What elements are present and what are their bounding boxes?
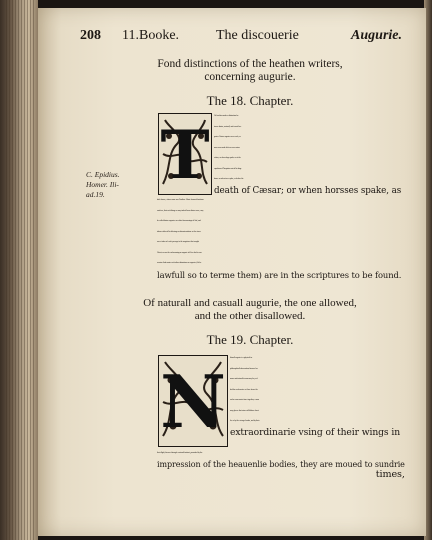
chapter19-title [120, 297, 380, 323]
text-line: twene diuine, naturall, and casuall au- [214, 126, 242, 128]
book-title: The discouerie [216, 28, 299, 43]
margin-note-line: ad.19. [86, 190, 105, 199]
text-line: be called diuine auguries; or rather forewarnings of God, and [157, 221, 201, 222]
decorated-initial-t [158, 113, 212, 195]
text-line: death of Cæsar; or when horsses spake, as [214, 185, 402, 196]
chapter18-title-line: concerning augurie. [204, 71, 296, 83]
text-line: mane and naturall reason may be yeel- [230, 379, 258, 380]
book-label: 11.Booke. [122, 28, 180, 43]
text-line: ded for sucheuents: as if one heare the [230, 389, 258, 391]
chapter18-lines-full [157, 196, 401, 280]
text-line: did a horsse, whose name was Zanthus. Manie learned christians [157, 200, 204, 201]
chapter19-title-line: and the other disallowed. [194, 310, 306, 322]
margin-note-line: Homer. Ili- [86, 180, 119, 189]
text-line: men were made beleeue were mira- [214, 147, 240, 149]
chapter19-lines-indented [230, 354, 400, 438]
text-line: Aturall augurie is a physicall or [230, 358, 253, 359]
text-line: confesse, that such things as may indeed haue diuine cause, may [157, 210, 204, 212]
text-line: expulsion of Tarquinius out of his king- [214, 168, 242, 170]
text-line: extraordinarie vsing of their wings in [230, 427, 401, 438]
running-header [80, 28, 402, 48]
book-fore-edge [0, 0, 38, 540]
text-line: tokens either of his blessings or discontentation: as the starre [157, 231, 201, 233]
chapter18-lines-indented [214, 112, 401, 196]
text-line: dome; or when trees spake, as before the [214, 179, 244, 180]
chapter18-title-line: Fond distinctions of the heathen writers, [157, 58, 343, 70]
initial-letter: T [160, 116, 210, 194]
text-line: lie; as by the crieng of rooks, and by their [230, 421, 260, 422]
margin-note [86, 170, 154, 200]
text-line: Christ; so was the cockcrowing an augurie to Peter for his con- [157, 252, 202, 254]
text-line: He heathen made a distinction be- [214, 116, 239, 117]
text-line: cocke crow manie times together, a man [230, 400, 259, 401]
text-line: guries. Diuine auguries were such, as [214, 137, 241, 138]
initial-letter: N [160, 359, 226, 444]
chapter18-label: The 18. Chapter. [206, 93, 294, 108]
chapter19-lines-full [157, 449, 405, 481]
text-line: lawfull so to terme them) are in the scriptures to be found. [157, 269, 402, 280]
chapter19-title-line: Of naturall and casuall augurie, the one allowed, [143, 297, 357, 309]
text-line: may ghesse that raine will followe short- [230, 410, 259, 412]
text-line: was a token of a safe passage to the magicians that sought [157, 242, 199, 243]
decorated-initial-n [158, 355, 228, 447]
text-line: culous, as when dogs spake; as at the [214, 158, 241, 159]
text-line: uersion. And manie such other diuinations or auguries (if it be [157, 263, 202, 264]
text-line: times, [375, 470, 405, 480]
page-number: 208 [80, 28, 101, 43]
text-line: philosophicall obseruation; bicause hu- [230, 368, 258, 370]
running-head-topic: Augurie. [351, 28, 402, 43]
chapter18-title [120, 58, 380, 84]
text-line: impression of the heauenlie bodies, they are moued to sundrie [157, 459, 405, 469]
text-line: their flight, bicause through a naturall instinct, prouoked by the [157, 453, 203, 454]
margin-note-line: C. Epidius. [86, 170, 120, 179]
chapter19-label: The 19. Chapter. [206, 332, 294, 347]
